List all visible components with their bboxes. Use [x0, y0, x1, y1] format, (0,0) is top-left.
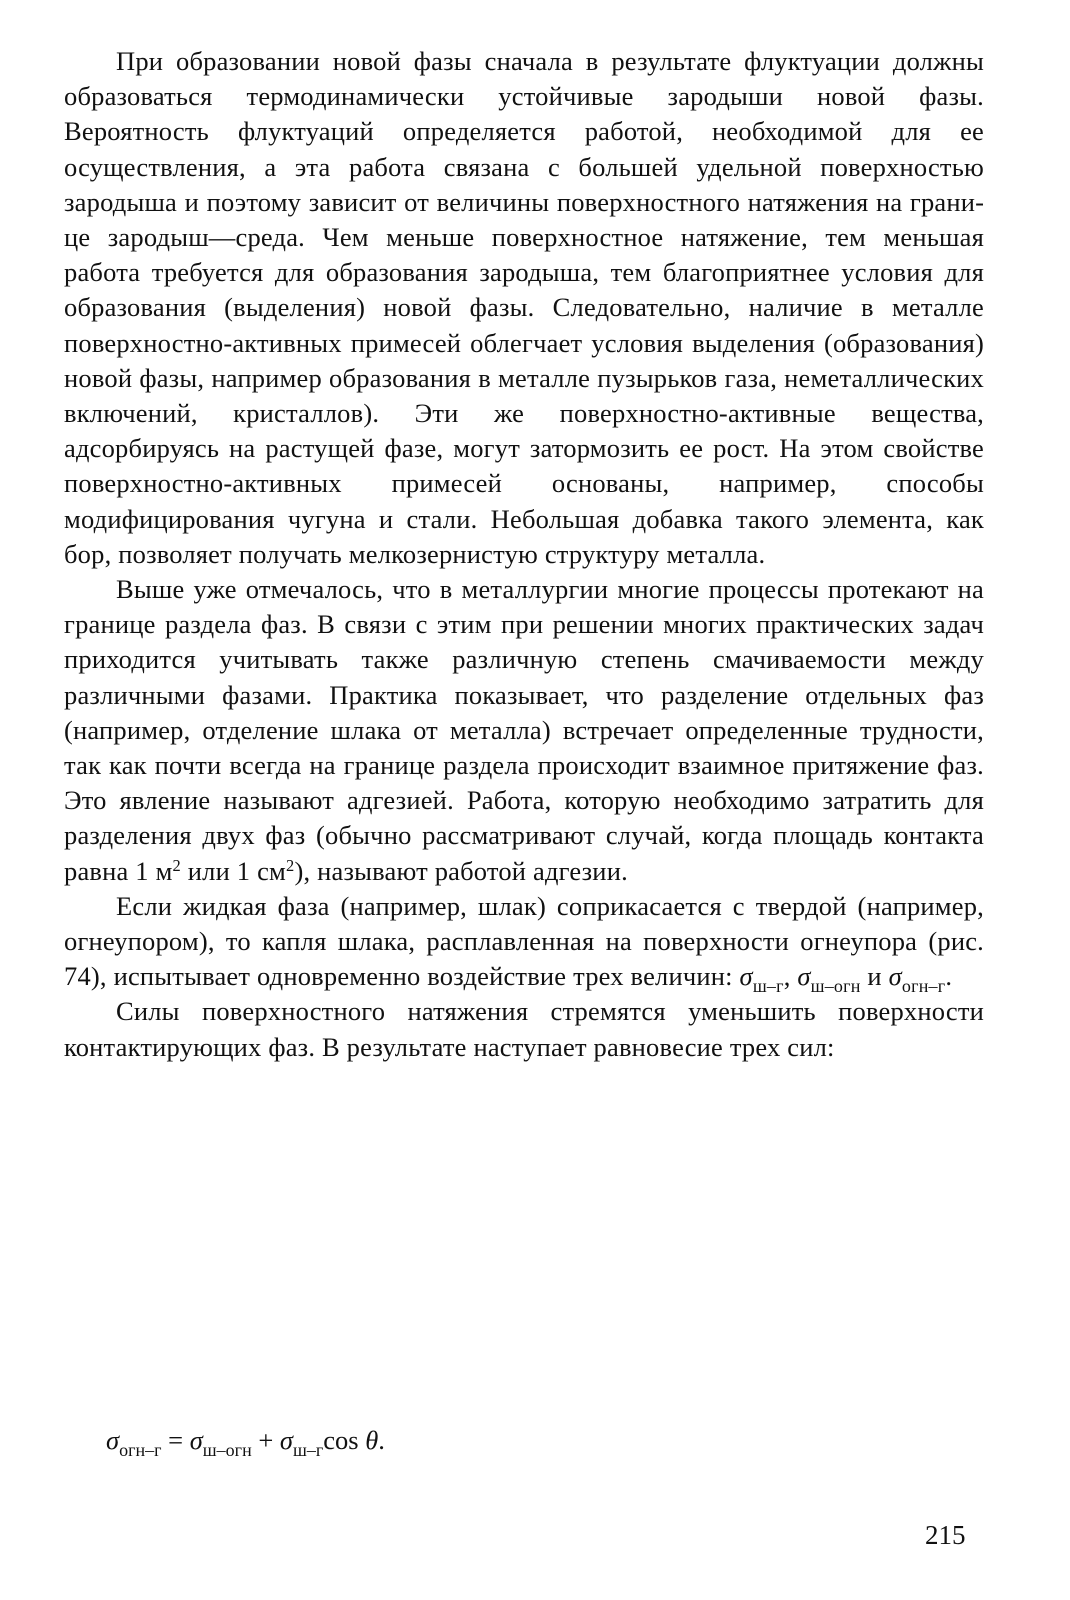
- adhesion-text-3: ), называют работой адгезии.: [294, 855, 628, 886]
- page-number: 215: [925, 1520, 966, 1550]
- formula-term-1: $\sigma_{ш-огн}$: [189, 1425, 252, 1460]
- formula-theta: θ: [365, 1425, 379, 1455]
- wetting-text: Если жидкая фаза (например, шлак) соприкасается с твердой (например, огнеупором), то капля шлака, расплавленная на поверхности огнеупора (рис. 74), испытывает одновременно воздействие трех величин:: [64, 890, 984, 992]
- formula-term-2: $\sigma_{ш-г}$: [279, 1425, 324, 1460]
- sigma-slag-gas: $\sigma_{ш-г}$: [739, 961, 784, 997]
- paragraph-adhesion: [64, 572, 984, 889]
- adhesion-text-2: или 1 см: [180, 855, 287, 886]
- paragraph-nucleation: При образовании новой фазы сначала в результате флуктуации должны образоваться термодинамически устойчивые зародыши новой фазы. Вероятность флуктуаций определяется работой, необходимой для ее осуществления, а эта работа связана с большей удельной поверхностью зародыша и поэтому зависит от величины поверхностного натяжения на границе зародыш—среда. Чем меньше поверхностное натяжение, тем меньшая работа требуется для образования зародыша, тем благоприятнее условия для образования (выделения) новой фазы. Следовательно, наличие в металле поверхностно-активных примесей облегчает условия выделения (образования) новой фазы, например образования в металле пузырьков газа, неметаллических включений, кристаллов). Эти же поверхностно-активные вещества, адсорбируясь на растущей фазе, могут затормозить ее рост. На этом свойстве поверхностно-активных примесей основаны, например, способы модифицирования чугуна и стали. Небольшая добавка такого элемента, как бор, позволяет получать мелкозернистую структуру металла.: [64, 46, 984, 569]
- square-centimeter-exponent: 2: [286, 855, 295, 875]
- formula-lhs: $\sigma_{огн-г}$: [106, 1425, 162, 1460]
- paragraph-surface-tension: Силы поверхностного натяжения стремятся уменьшить поверхности контактирующих фаз. В результате наступает равновесие трех сил:: [64, 996, 984, 1062]
- sigma-slag-refractory: $\sigma_{ш-огн}$: [797, 961, 861, 997]
- equilibrium-formula: [106, 1423, 385, 1458]
- formula-equals: =: [161, 1425, 190, 1455]
- text-body: [64, 44, 984, 1065]
- adhesion-text-1: Выше уже отмечалось, что в металлургии многие процессы протекают на границе раздела фаз. В связи с этим при решении многих практических задач приходится учитывать также различную степень смачиваемости между различными фазами. Практика показывает, что разделение отдельных фаз (например, отделение шлака от металла) встречает определенные трудности, так как почти всегда на границе раздела происходит взаимное притяжение фаз. Это явление называют адгезией. Работа, которую необходимо затратить для разделения двух фаз (обычно рассматривают случай, когда площадь контакта равна 1 м: [64, 574, 984, 886]
- formula-cos: cos: [323, 1425, 366, 1455]
- square-meter-exponent: 2: [172, 855, 181, 875]
- formula-plus: +: [251, 1425, 280, 1455]
- formula-period: .: [378, 1425, 385, 1455]
- paragraph-wetting: Если жидкая фаза (например, шлак) соприкасается с твердой (например, огнеупором), то капля шлака, расплавленная на поверхности огнеупора (рис. 74), испытывает одновременно воздействие трех величин: $\sigma_{ш-г}$, $\sigma_{ш-огн}$ и $\sigma_{огн-г}$.: [64, 890, 984, 997]
- sigma-refractory-gas: $\sigma_{огн-г}$: [888, 961, 946, 997]
